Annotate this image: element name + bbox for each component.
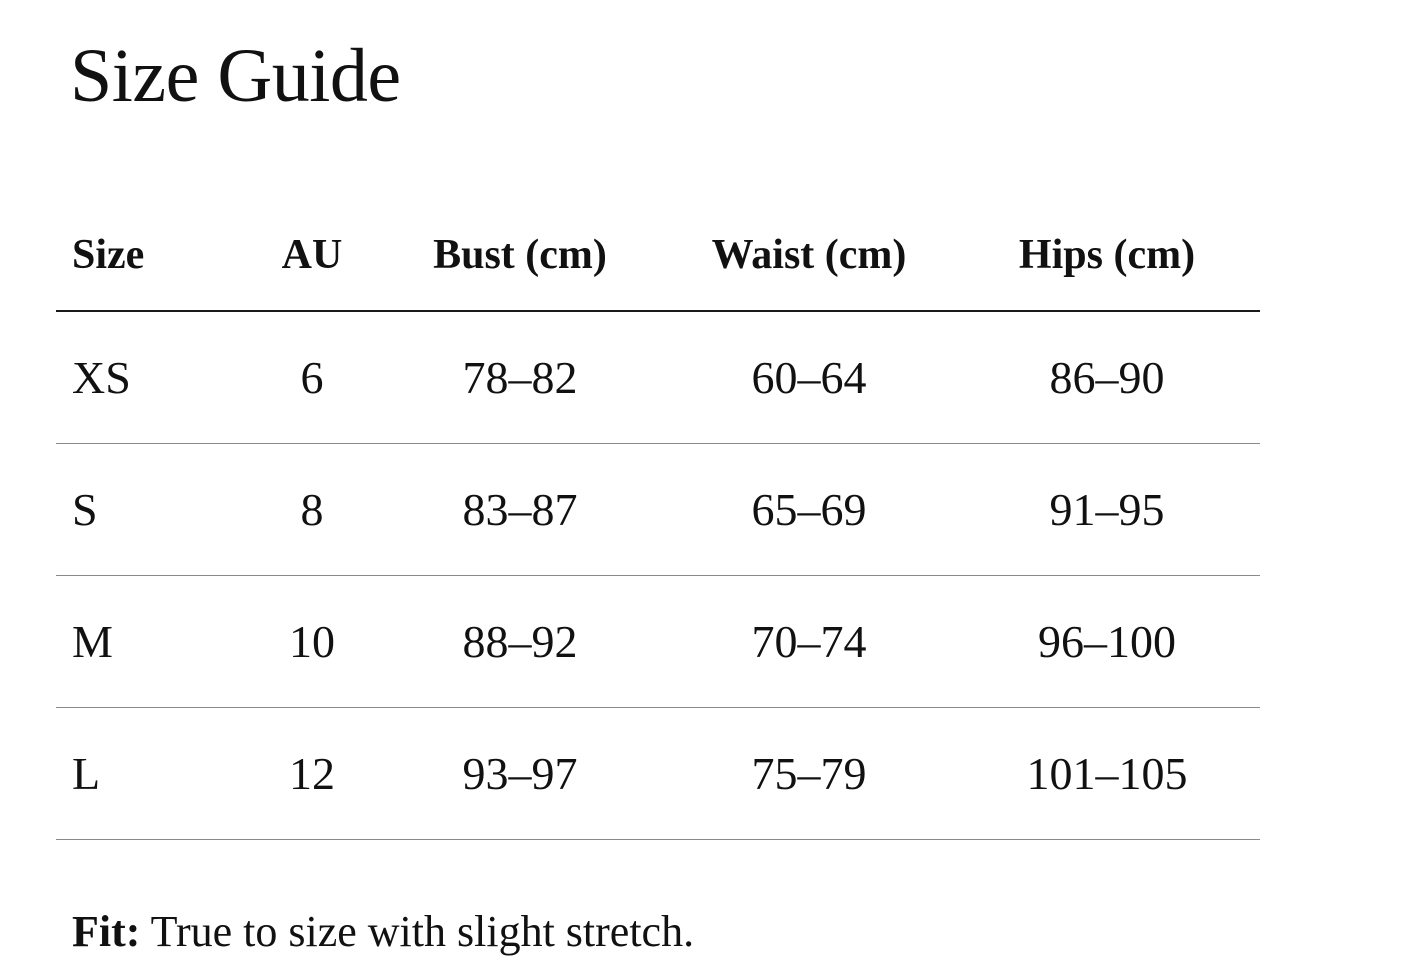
column-header-size: Size: [56, 200, 248, 311]
table-row: [56, 708, 1260, 840]
cell-bust: 88–92: [376, 576, 664, 708]
fit-label: Fit:: [72, 907, 141, 956]
cell-hips: 96–100: [954, 576, 1260, 708]
cell-bust: 78–82: [376, 311, 664, 444]
cell-bust: 83–87: [376, 444, 664, 576]
column-header-hips: Hips (cm): [954, 200, 1260, 311]
cell-waist: 60–64: [664, 311, 954, 444]
cell-au: 10: [248, 576, 376, 708]
fit-text: True to size with slight stretch.: [150, 907, 695, 956]
cell-hips: 86–90: [954, 311, 1260, 444]
column-header-au: AU: [248, 200, 376, 311]
size-table: [56, 200, 1260, 840]
cell-waist: 70–74: [664, 576, 954, 708]
cell-bust: 93–97: [376, 708, 664, 840]
table-row: [56, 311, 1260, 444]
table-row: [56, 444, 1260, 576]
cell-au: 8: [248, 444, 376, 576]
cell-size: M: [56, 576, 248, 708]
fit-note: [72, 906, 694, 959]
page-title: Size Guide: [70, 34, 401, 118]
cell-au: 12: [248, 708, 376, 840]
cell-waist: 75–79: [664, 708, 954, 840]
cell-au: 6: [248, 311, 376, 444]
cell-hips: 91–95: [954, 444, 1260, 576]
cell-size: L: [56, 708, 248, 840]
cell-size: XS: [56, 311, 248, 444]
cell-size: S: [56, 444, 248, 576]
table-header-row: [56, 200, 1260, 311]
column-header-waist: Waist (cm): [664, 200, 954, 311]
column-header-bust: Bust (cm): [376, 200, 664, 311]
table-row: [56, 576, 1260, 708]
cell-waist: 65–69: [664, 444, 954, 576]
cell-hips: 101–105: [954, 708, 1260, 840]
